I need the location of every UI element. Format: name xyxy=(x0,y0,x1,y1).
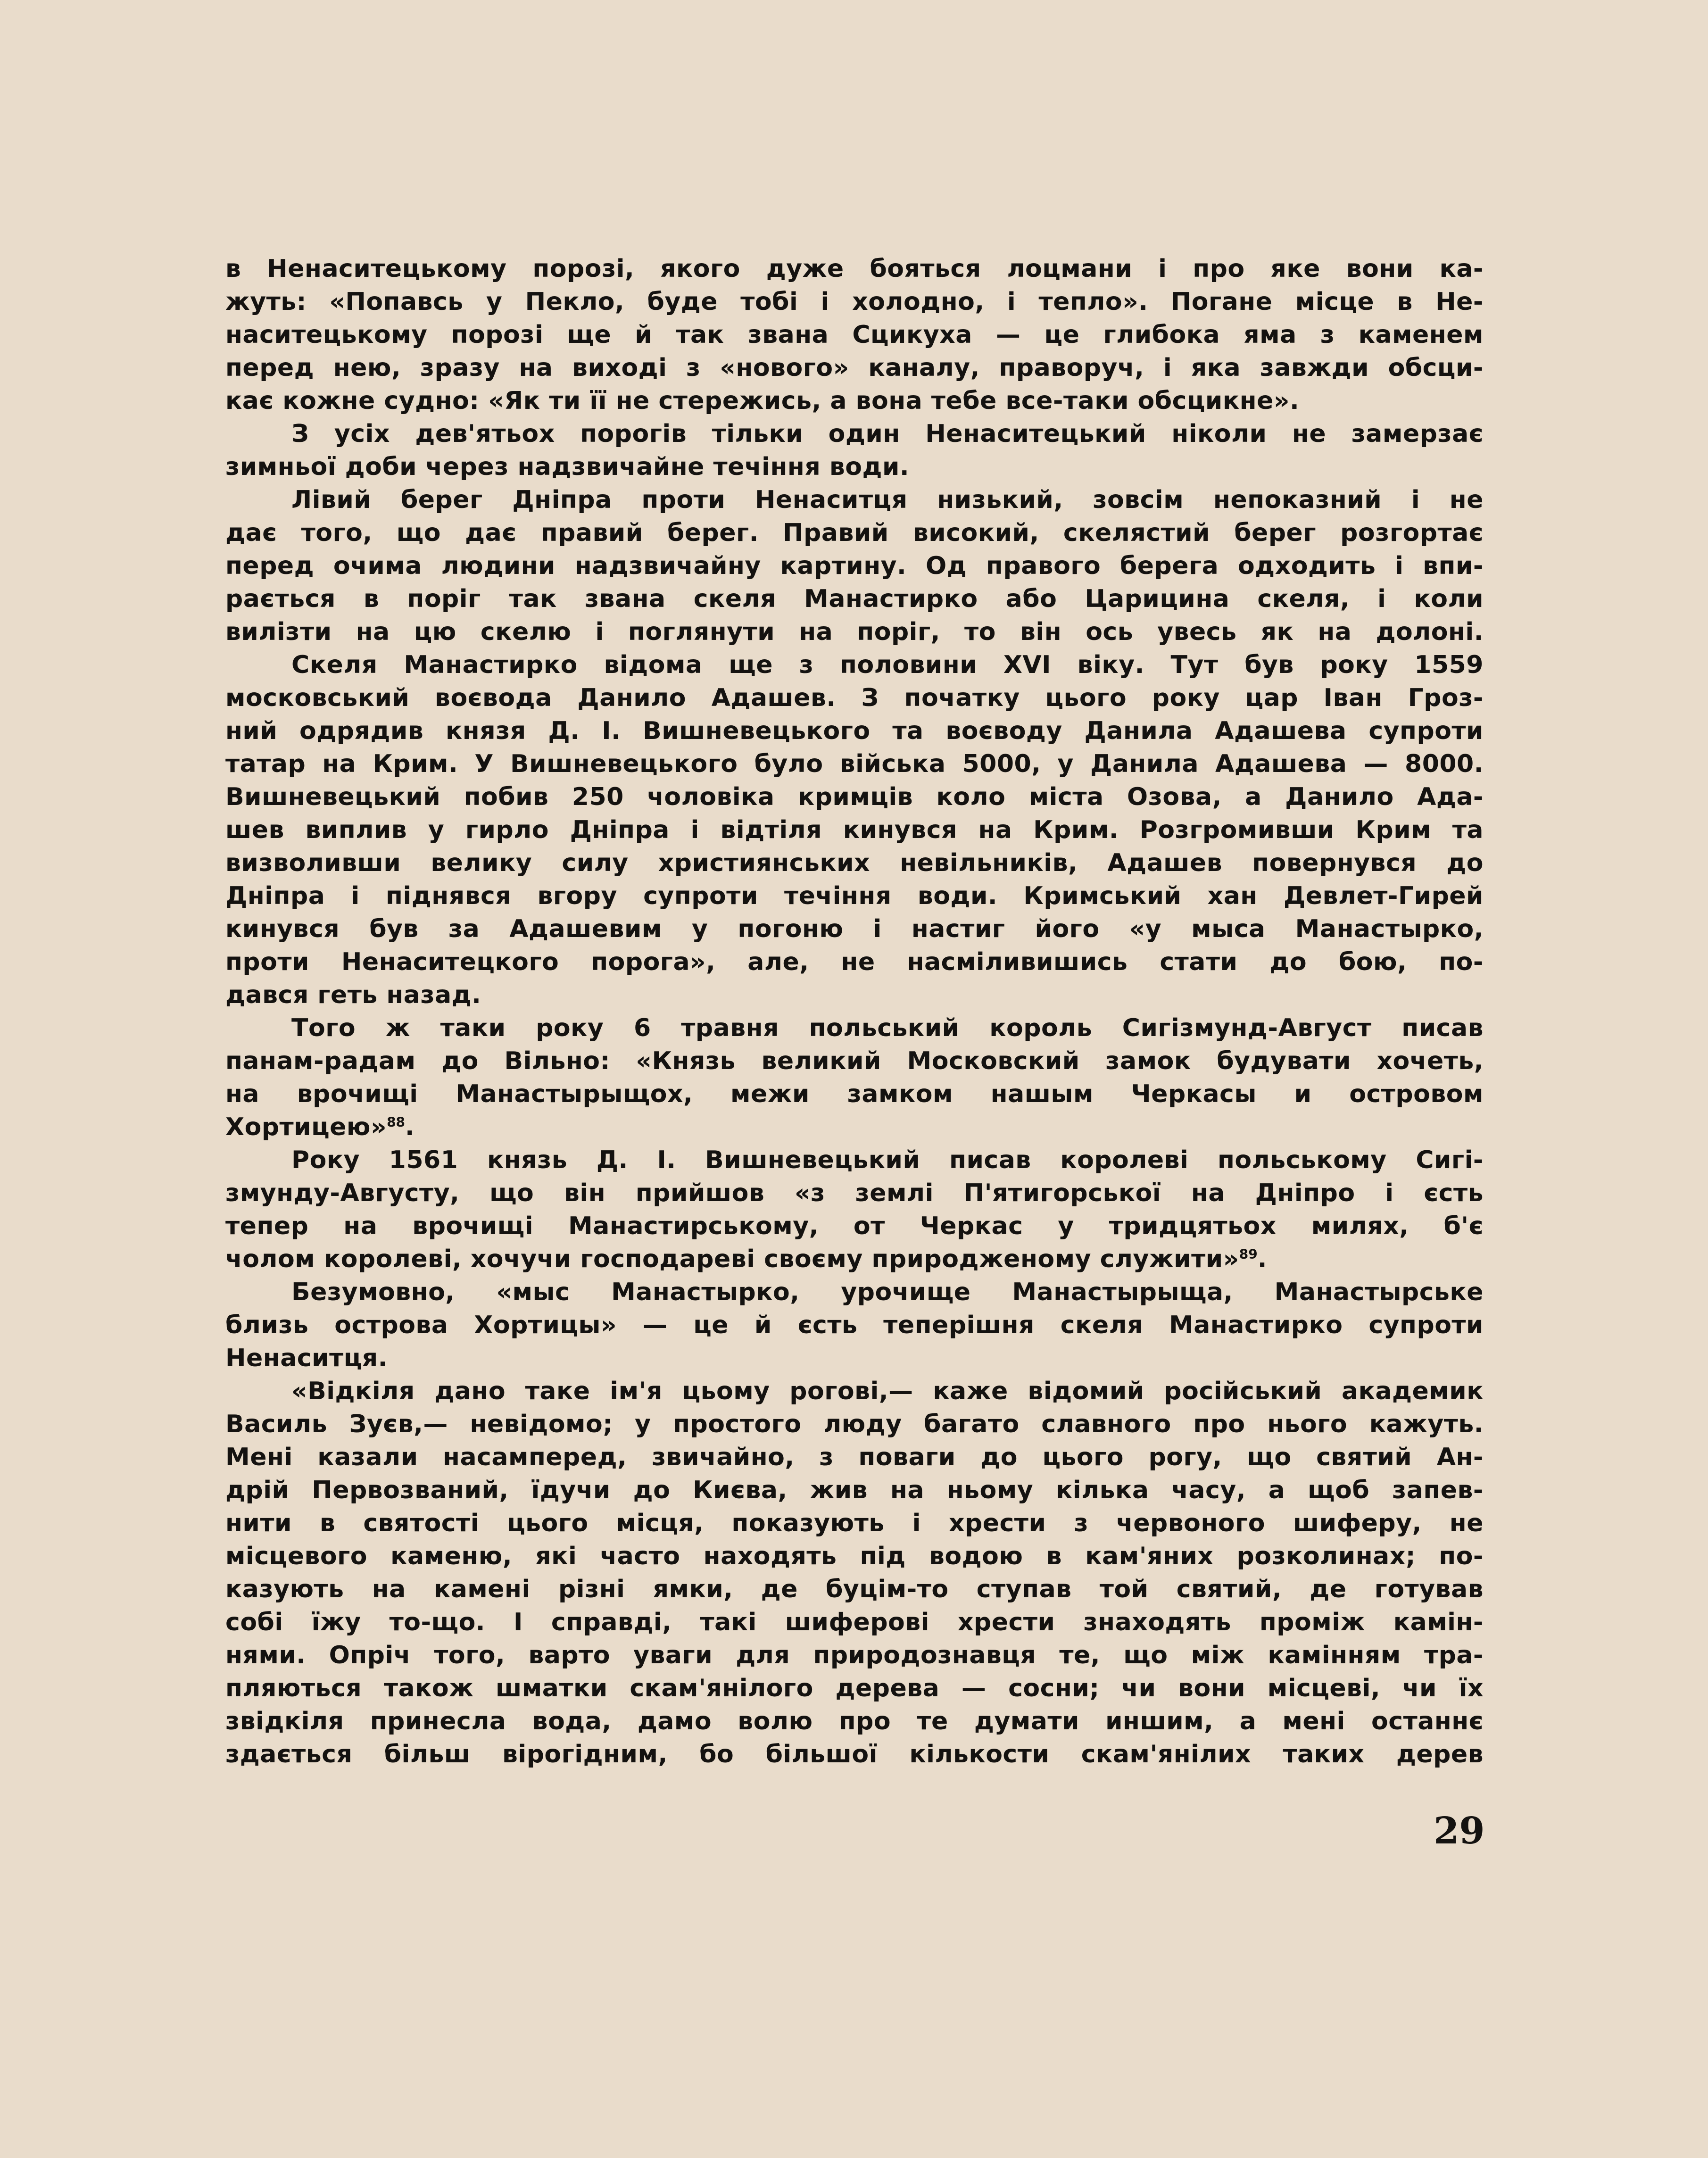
text-line: казують на камені різні ямки, де буцім-то ступав той святий, де готував xyxy=(225,1575,1484,1603)
text-line: панам-радам до Вільно: «Князь великий Московский замок будувати хочеть, xyxy=(225,1047,1484,1075)
text-line: місцевого каменю, які часто находять під водою в кам'яних розколинах; по- xyxy=(225,1542,1484,1570)
text-line: Скеля Манастирко відома ще з половини XVI віку. Тут був року 1559 xyxy=(291,651,1484,679)
text-line: собі їжу то-що. І справді, такі шиферові хрести знаходять проміж камін- xyxy=(225,1608,1484,1636)
text-line: зимньої доби через надзвичайне течіння води. xyxy=(225,453,910,481)
text-line: татар на Крим. У Вишневецького було війська 5000, у Данила Адашева — 8000. xyxy=(225,750,1484,778)
text-line-content: чолом королеві, хочучи господареві своєму природженому служити» xyxy=(225,1245,1239,1273)
text-line: Ненаситця. xyxy=(225,1344,388,1372)
text-line: кинувся був за Адашевим у погоню і настиг його «у мыса Манастырко, xyxy=(225,915,1484,943)
text-line: пляються також шматки скам'янілого дерева — сосни; чи вони місцеві, чи їх xyxy=(225,1674,1484,1702)
text-line: перед нею, зразу на виході з «нового» каналу, праворуч, і яка завжди обсци- xyxy=(225,354,1484,382)
text-line: Василь Зуєв,— невідомо; у простого люду багато славного про нього кажуть. xyxy=(225,1410,1484,1438)
text-line: Вишневецький побив 250 чоловіка кримців коло міста Озова, а Данило Ада- xyxy=(225,783,1484,811)
text-line: «Відкіля дано таке ім'я цьому рогові,— каже відомий російський академик xyxy=(291,1377,1484,1405)
text-line: ний одрядив князя Д. І. Вишневецького та воєводу Данила Адашева супроти xyxy=(225,717,1484,745)
text-line: Безумовно, «мыс Манастырко, урочище Манастырыща, Манастырське xyxy=(291,1278,1484,1306)
text-line: на врочищі Манастырыщох, межи замком нашым Черкасы и островом xyxy=(225,1080,1484,1108)
text-line: Року 1561 князь Д. І. Вишневецький писав королеві польському Сигі- xyxy=(291,1146,1484,1174)
text-line xyxy=(225,1243,1484,1276)
text-line: здається більш вірогідним, бо більшої кількости скам'янілих таких дерев xyxy=(225,1740,1484,1768)
text-line: перед очима людини надзвичайну картину. Од правого берега одходить і впи- xyxy=(225,552,1484,580)
text-line: дрій Первозваний, їдучи до Києва, жив на ньому кілька часу, а щоб запев- xyxy=(225,1476,1484,1504)
text-line: нями. Опріч того, варто уваги для природознавця те, що між камінням тра- xyxy=(225,1641,1484,1669)
text-line: З усіх дев'ятьох порогів тільки один Ненаситецький ніколи не замерзає xyxy=(291,420,1484,448)
text-line: Лівий берег Дніпра проти Ненаситця низький, зовсім непоказний і не xyxy=(291,486,1484,514)
text-line: Мені казали насамперед, звичайно, з поваги до цього рогу, що святий Ан- xyxy=(225,1443,1484,1471)
text-line xyxy=(225,1111,1484,1144)
text-line: наситецькому порозі ще й так звана Сцикуха — це глибока яма з каменем xyxy=(225,321,1484,349)
text-line-content: Хортицею» xyxy=(225,1113,387,1141)
period: . xyxy=(1257,1245,1267,1273)
footnote-marker: 89 xyxy=(1239,1246,1258,1262)
footnote-marker: 88 xyxy=(387,1114,406,1130)
text-line: тепер на врочищі Манастирському, от Черкас у тридцятьох милях, б'є xyxy=(225,1212,1484,1240)
page-number: 29 xyxy=(1434,1809,1485,1852)
text-line: шев виплив у гирло Дніпра і відтіля кинувся на Крим. Розгромивши Крим та xyxy=(225,816,1484,844)
text-line: дався геть назад. xyxy=(225,981,481,1009)
text-line: дає того, що дає правий берег. Правий високий, скелястий берег розгортає xyxy=(225,519,1484,547)
body-text xyxy=(225,252,1484,1771)
text-line: московський воєвода Данило Адашев. З початку цього року цар Іван Гроз- xyxy=(225,684,1484,712)
text-line: змунду-Августу, що він прийшов «з землі П'ятигорської на Дніпро і єсть xyxy=(225,1179,1484,1207)
text-line: звідкіля принесла вода, дамо волю про те думати иншим, а мені останнє xyxy=(225,1707,1484,1735)
text-line: визволивши велику силу християнських невільників, Адашев повернувся до xyxy=(225,849,1484,877)
text-line: кає кожне судно: «Як ти її не стережись, а вона тебе все-таки обсцикне». xyxy=(225,387,1300,415)
text-line: Того ж таки року 6 травня польський король Сигізмунд-Август писав xyxy=(291,1014,1484,1042)
text-line: проти Ненаситецкого порога», але, не насміливишись стати до бою, по- xyxy=(225,948,1484,976)
text-line: вилізти на цю скелю і поглянути на поріг, то він ось увесь як на долоні. xyxy=(225,618,1484,646)
text-line: нити в святості цього місця, показують і хрести з червоного шиферу, не xyxy=(225,1509,1484,1537)
text-line: Дніпра і піднявся вгору супроти течіння води. Кримський хан Девлет-Гирей xyxy=(225,882,1484,910)
text-line: близь острова Хортицы» — це й єсть теперішня скеля Манастирко супроти xyxy=(225,1311,1484,1339)
text-line: рається в поріг так звана скеля Манастирко або Царицина скеля, і коли xyxy=(225,585,1484,613)
text-line: в Ненаситецькому порозі, якого дуже бояться лоцмани і про яке вони ка- xyxy=(225,255,1484,283)
text-line: жуть: «Попавсь у Пекло, буде тобі і холодно, і тепло». Погане місце в Не- xyxy=(225,288,1484,316)
period: . xyxy=(405,1113,415,1141)
